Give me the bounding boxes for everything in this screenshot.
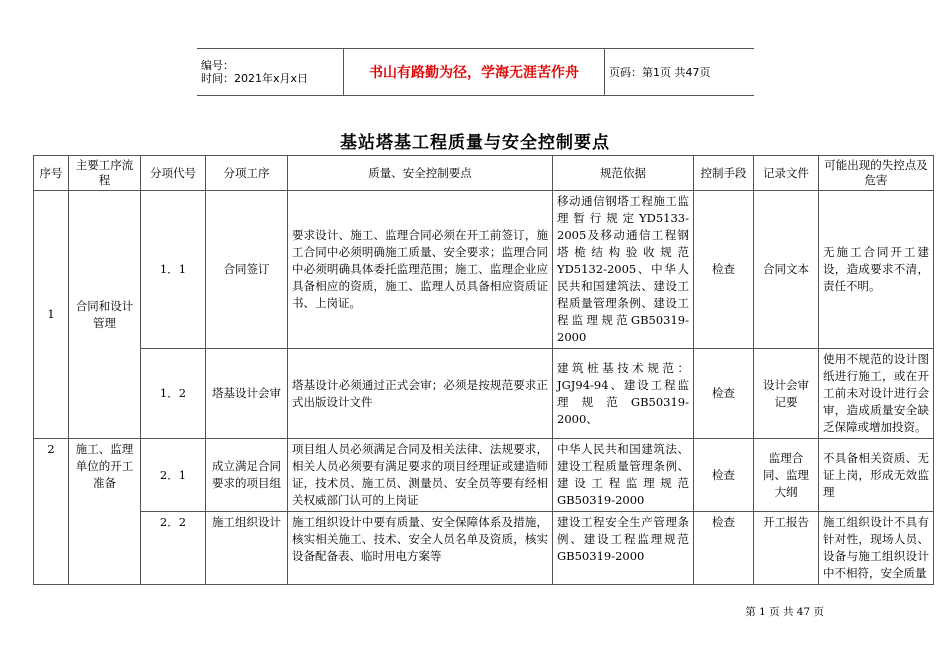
page-code: 页码：第1页 共47页 bbox=[605, 49, 755, 96]
cell-record: 设计会审记要 bbox=[754, 349, 819, 439]
cell-code: 1．1 bbox=[141, 191, 206, 349]
cell-risk: 使用不规范的设计图纸进行施工，或在开工前未对设计进行会审，造成质量安全缺乏保障或增加投资。 bbox=[819, 349, 934, 439]
cell-risk: 施工组织设计不具有针对性，现场人员、设备与施工组织设计中不相符，安全质量 bbox=[819, 512, 934, 585]
cell-risk: 无施工合同开工建设，造成要求不清，责任不明。 bbox=[819, 191, 934, 349]
cell-record: 合同文本 bbox=[754, 191, 819, 349]
col-header-risk: 可能出现的失控点及危害 bbox=[819, 156, 934, 191]
cell-process: 施工、监理单位的开工准备 bbox=[69, 439, 141, 585]
cell-means: 检查 bbox=[694, 191, 754, 349]
cell-item: 塔基设计会审 bbox=[206, 349, 288, 439]
cell-means: 检查 bbox=[694, 439, 754, 512]
cell-points: 要求设计、施工、监理合同必须在开工前签订，施工合同中必须明确施工质量、安全要求；监理合同中必须明确具体委托监理范围；施工、监理企业应具备相应的资质，施工、监理人员具备相应资质证书、上岗证。 bbox=[288, 191, 553, 349]
cell-record: 开工报告 bbox=[754, 512, 819, 585]
table-row bbox=[34, 349, 934, 439]
cell-basis: 建设工程安全生产管理条例、建设工程监理规范GB50319-2000 bbox=[553, 512, 694, 585]
col-header-basis: 规范依据 bbox=[553, 156, 694, 191]
page-footer: 第 1 页 共 47 页 bbox=[745, 606, 824, 618]
cell-record: 监理合同、监理大纲 bbox=[754, 439, 819, 512]
control-points-table bbox=[33, 155, 934, 585]
motto: 书山有路勤为径，学海无涯苦作舟 bbox=[344, 49, 605, 96]
table-header-row bbox=[34, 156, 934, 191]
cell-basis: 移动通信钢塔工程施工监理暂行规定YD5133-2005及移动通信工程钢塔桅结构验收规范YD5132-2005、中华人民共和国建筑法、建设工程质量管理条例、建设工程监理规范GB50319-2000 bbox=[553, 191, 694, 349]
table-row bbox=[34, 439, 934, 512]
table-row bbox=[34, 512, 934, 585]
cell-code: 2．1 bbox=[141, 439, 206, 512]
cell-code: 1．2 bbox=[141, 349, 206, 439]
cell-item: 合同签订 bbox=[206, 191, 288, 349]
number-label: 编号： bbox=[201, 59, 234, 72]
cell-points: 项目组人员必须满足合同及相关法律、法规要求，相关人员必须要有满足要求的项目经理证或建造师证，技术员、施工员、测量员、安全员等要有经相关权威部门认可的上岗证 bbox=[288, 439, 553, 512]
cell-item: 施工组织设计 bbox=[206, 512, 288, 585]
cell-no: 1 bbox=[34, 191, 69, 439]
cell-means: 检查 bbox=[694, 512, 754, 585]
col-header-record: 记录文件 bbox=[754, 156, 819, 191]
cell-points: 塔基设计必须通过正式会审；必须是按规范要求正式出版设计文件 bbox=[288, 349, 553, 439]
document-header bbox=[197, 48, 754, 96]
cell-risk: 不具备相关资质、无证上岗，形成无效监理 bbox=[819, 439, 934, 512]
cell-basis: 中华人民共和国建筑法、建设工程质量管理条例、建设工程监理规范GB50319-2000 bbox=[553, 439, 694, 512]
cell-item: 成立满足合同要求的项目组 bbox=[206, 439, 288, 512]
col-header-item: 分项工序 bbox=[206, 156, 288, 191]
col-header-means: 控制手段 bbox=[694, 156, 754, 191]
col-header-no: 序号 bbox=[34, 156, 69, 191]
cell-points: 施工组织设计中要有质量、安全保障体系及措施，核实相关施工、技术、安全人员名单及资质，核实设备配备表、临时用电方案等 bbox=[288, 512, 553, 585]
cell-process: 合同和设计管理 bbox=[69, 191, 141, 439]
cell-no: 2 bbox=[34, 439, 69, 585]
col-header-code: 分项代号 bbox=[141, 156, 206, 191]
cell-means: 检查 bbox=[694, 349, 754, 439]
time-label: 时间：2021年x月x日 bbox=[201, 72, 309, 85]
document-title: 基站塔基工程质量与安全控制要点 bbox=[340, 133, 610, 153]
cell-code: 2．2 bbox=[141, 512, 206, 585]
header-meta bbox=[197, 49, 344, 96]
table-row bbox=[34, 191, 934, 349]
col-header-points: 质量、安全控制要点 bbox=[288, 156, 553, 191]
cell-basis: 建筑桩基技术规范：JGJ94-94、建设工程监理规范GB50319-2000、 bbox=[553, 349, 694, 439]
col-header-process: 主要工序流程 bbox=[69, 156, 141, 191]
